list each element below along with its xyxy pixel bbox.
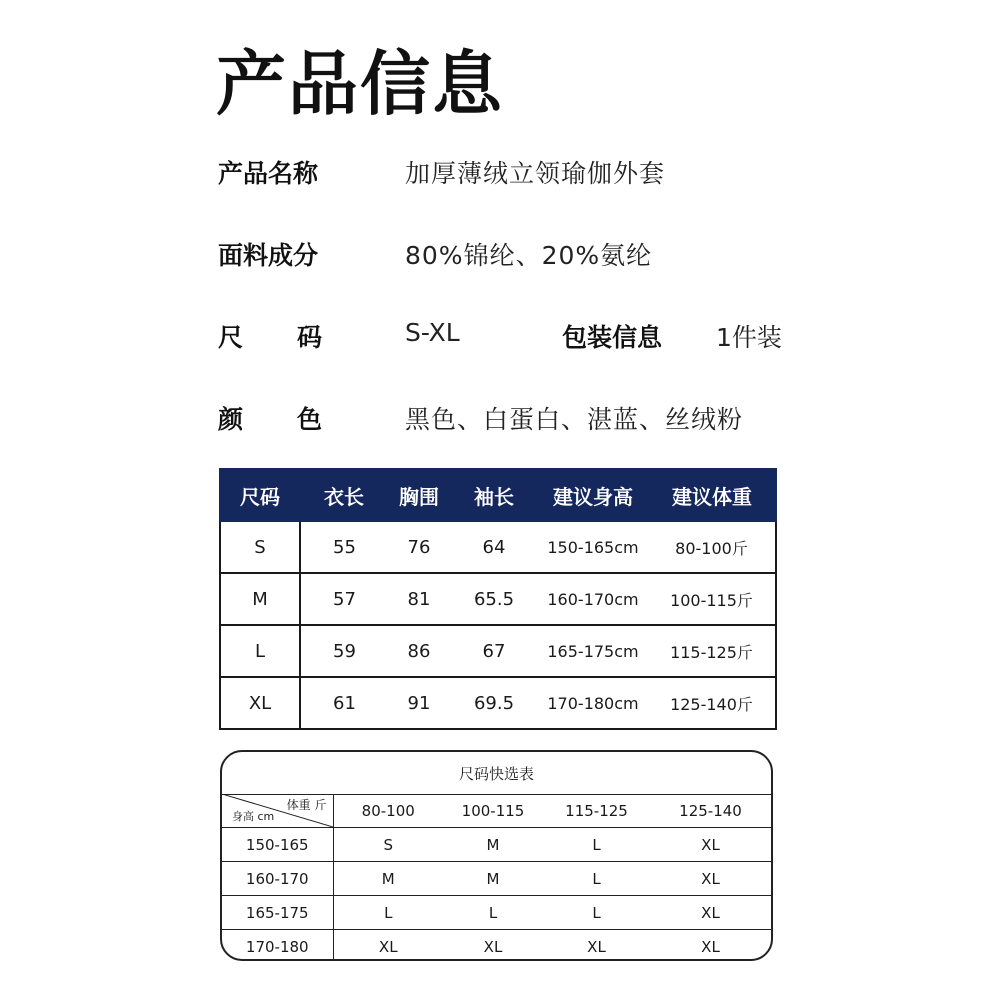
table-cell: XL <box>378 937 398 956</box>
color-value: 黑色、白蛋白、湛蓝、丝绒粉 <box>405 405 744 434</box>
table-cell: M <box>443 862 543 896</box>
size-table-header-cell: 袖长 <box>450 469 538 521</box>
table-cell: 125-140斤 <box>648 677 776 729</box>
size-table-header <box>220 469 776 521</box>
table-cell: 61 <box>300 677 388 729</box>
weight-header-cell: 80-100 <box>333 794 443 828</box>
corner-header-cell <box>222 794 333 828</box>
quick-size-chart <box>220 750 773 961</box>
table-row <box>222 896 771 930</box>
table-cell: XL <box>701 937 720 956</box>
table-cell: 91 <box>388 677 450 729</box>
table-cell: 65.5 <box>450 573 538 625</box>
size-value: S-XL <box>405 318 460 347</box>
table-cell: 80-100斤 <box>648 521 776 573</box>
size-table-header-cell: 胸围 <box>388 469 450 521</box>
table-cell: XL <box>650 862 771 896</box>
table-cell: L <box>443 896 543 930</box>
package-value: 1件装 <box>716 323 782 352</box>
table-cell: 165-175cm <box>538 625 648 677</box>
table-row <box>220 521 776 573</box>
size-table <box>219 468 777 730</box>
table-cell: 150-165cm <box>538 521 648 573</box>
table-row <box>220 573 776 625</box>
table-cell: M <box>333 862 443 896</box>
size-label-char-2: 码 <box>297 323 323 352</box>
table-row <box>220 625 776 677</box>
table-cell: XL <box>650 896 771 930</box>
table-cell: L <box>220 625 300 677</box>
size-label-char-1: 尺 <box>218 323 244 352</box>
table-cell: 81 <box>388 573 450 625</box>
height-row-label: 160-170 <box>222 862 333 896</box>
table-cell: S <box>333 828 443 862</box>
table-cell: 57 <box>300 573 388 625</box>
table-cell: 55 <box>300 521 388 573</box>
size-table-header-cell: 建议身高 <box>538 469 648 521</box>
size-table-header-cell: 建议体重 <box>648 469 776 521</box>
table-cell: 76 <box>388 521 450 573</box>
table-cell: XL <box>483 937 503 956</box>
product-name-value: 加厚薄绒立领瑜伽外套 <box>405 159 666 188</box>
table-cell: 59 <box>300 625 388 677</box>
table-row <box>222 828 771 862</box>
page-title: 产品信息 <box>216 43 504 125</box>
fabric-value: 80%锦纶、20%氨纶 <box>405 241 653 270</box>
weight-header-cell: 100-115 <box>443 794 543 828</box>
height-row-label: 165-175 <box>222 896 333 930</box>
table-cell: S <box>220 521 300 573</box>
table-cell: 100-115斤 <box>648 573 776 625</box>
color-label-char-2: 色 <box>297 405 323 434</box>
package-label: 包装信息 <box>562 323 663 352</box>
quick-table-header-row <box>222 794 771 828</box>
table-cell: L <box>543 862 650 896</box>
table-cell: XL <box>587 937 606 956</box>
table-cell: 170-180cm <box>538 677 648 729</box>
table-cell: XL <box>220 677 300 729</box>
size-table-header-cell: 衣长 <box>300 469 388 521</box>
height-row-label: 170-180 <box>222 930 333 962</box>
color-label-char-1: 颜 <box>218 405 244 434</box>
table-cell: 64 <box>450 521 538 573</box>
weight-header-cell: 125-140 <box>650 794 771 828</box>
quick-size-table <box>222 794 771 961</box>
table-cell: L <box>543 828 650 862</box>
size-table-header-cell: 尺码 <box>220 469 300 521</box>
fabric-label: 面料成分 <box>218 241 319 270</box>
table-cell: L <box>543 896 650 930</box>
quick-chart-title: 尺码快选表 <box>222 752 771 795</box>
table-cell: 67 <box>450 625 538 677</box>
table-row <box>222 862 771 896</box>
height-row-label: 150-165 <box>222 828 333 862</box>
weight-header-cell: 115-125 <box>543 794 650 828</box>
table-cell: M <box>220 573 300 625</box>
weight-axis-label: 体重 斤 <box>286 798 327 812</box>
height-axis-label: 身高 cm <box>232 810 275 823</box>
table-cell: 69.5 <box>450 677 538 729</box>
table-cell: XL <box>650 828 771 862</box>
table-row <box>220 677 776 729</box>
table-cell: M <box>443 828 543 862</box>
product-name-label: 产品名称 <box>218 159 319 188</box>
table-cell: L <box>333 896 443 930</box>
table-cell: 115-125斤 <box>648 625 776 677</box>
table-row <box>222 930 771 962</box>
table-cell: 86 <box>388 625 450 677</box>
table-cell: 160-170cm <box>538 573 648 625</box>
